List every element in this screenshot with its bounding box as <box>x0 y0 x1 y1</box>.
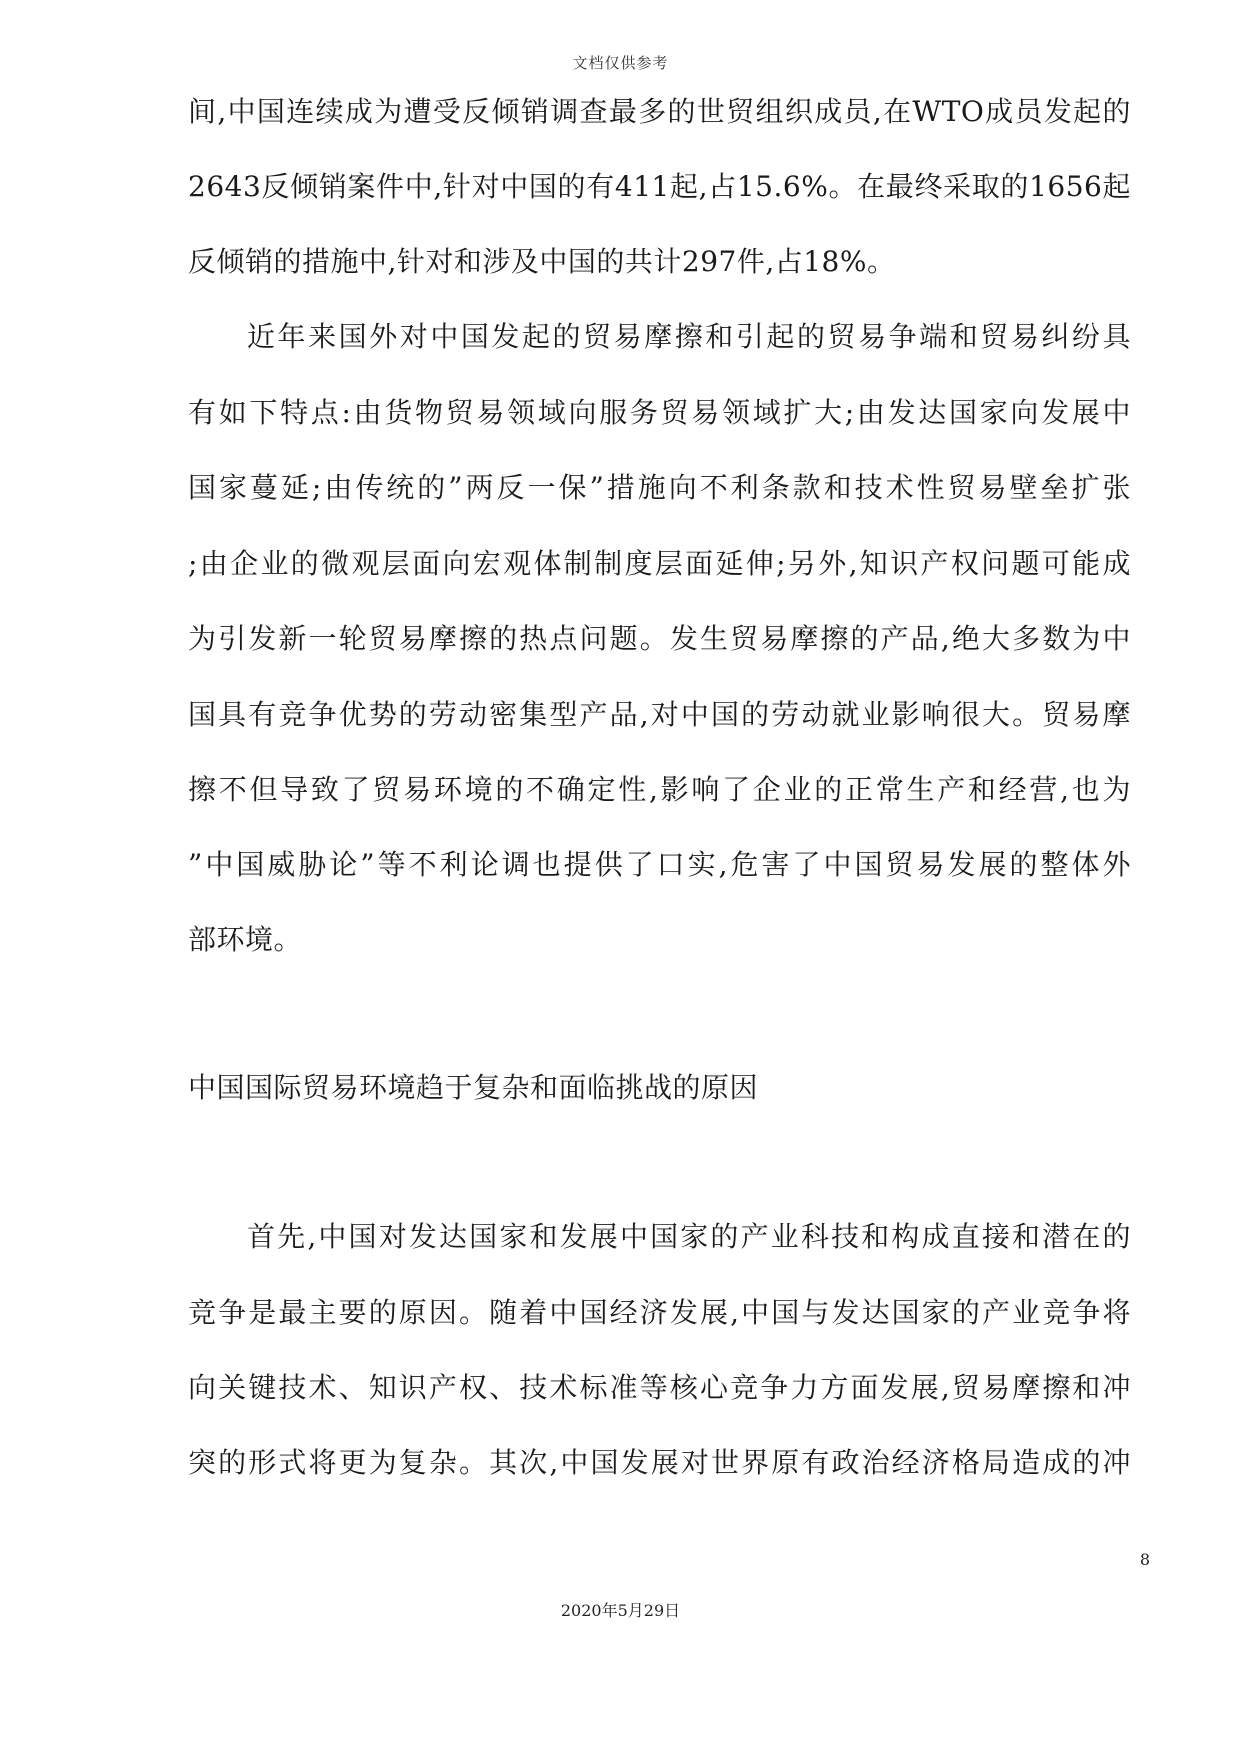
paragraph-2-line-2: 有如下特点:由货物贸易领域向服务贸易领域扩大;由发达国家向发展中 <box>188 396 1131 429</box>
paragraph-3-line-1: 首先,中国对发达国家和发展中国家的产业科技和构成直接和潜在的 <box>247 1220 1131 1253</box>
paragraph-2-line-6: 国具有竞争优势的劳动密集型产品,对中国的劳动就业影响很大。贸易摩 <box>188 698 1131 731</box>
paragraph-3-line-2: 竞争是最主要的原因。随着中国经济发展,中国与发达国家的产业竞争将 <box>188 1296 1131 1329</box>
paragraph-2-line-9: 部环境。 <box>188 923 303 956</box>
paragraph-3-line-4: 突的形式将更为复杂。其次,中国发展对世界原有政治经济格局造成的冲 <box>188 1446 1131 1479</box>
page-header: 文档仅供参考 <box>572 54 669 72</box>
paragraph-2-line-5: 为引发新一轮贸易摩擦的热点问题。发生贸易摩擦的产品,绝大多数为中 <box>188 622 1131 655</box>
paragraph-1-line-3: 反倾销的措施中,针对和涉及中国的共计297件,占18%。 <box>188 245 896 278</box>
paragraph-2-line-4: ;由企业的微观层面向宏观体制制度层面延伸;另外,知识产权问题可能成 <box>188 547 1131 580</box>
section-heading: 中国国际贸易环境趋于复杂和面临挑战的原因 <box>188 1071 759 1104</box>
paragraph-2-line-8: ”中国威胁论”等不利论调也提供了口实,危害了中国贸易发展的整体外 <box>188 848 1131 881</box>
paragraph-1-line-2: 2643反倾销案件中,针对中国的有411起,占15.6%。在最终采取的1656起 <box>188 170 1131 203</box>
page-footer-date: 2020年5月29日 <box>560 1601 681 1620</box>
paragraph-1-line-1: 间,中国连续成为遭受反倾销调查最多的世贸组织成员,在WTO成员发起的 <box>188 95 1131 128</box>
paragraph-2-line-3: 国家蔓延;由传统的”两反一保”措施向不利条款和技术性贸易壁垒扩张 <box>188 471 1131 504</box>
paragraph-2-line-1: 近年来国外对中国发起的贸易摩擦和引起的贸易争端和贸易纠纷具 <box>247 320 1131 353</box>
page-number: 8 <box>1139 1550 1150 1569</box>
paragraph-2-line-7: 擦不但导致了贸易环境的不确定性,影响了企业的正常生产和经营,也为 <box>188 773 1131 806</box>
paragraph-3-line-3: 向关键技术、知识产权、技术标准等核心竞争力方面发展,贸易摩擦和冲 <box>188 1371 1131 1404</box>
